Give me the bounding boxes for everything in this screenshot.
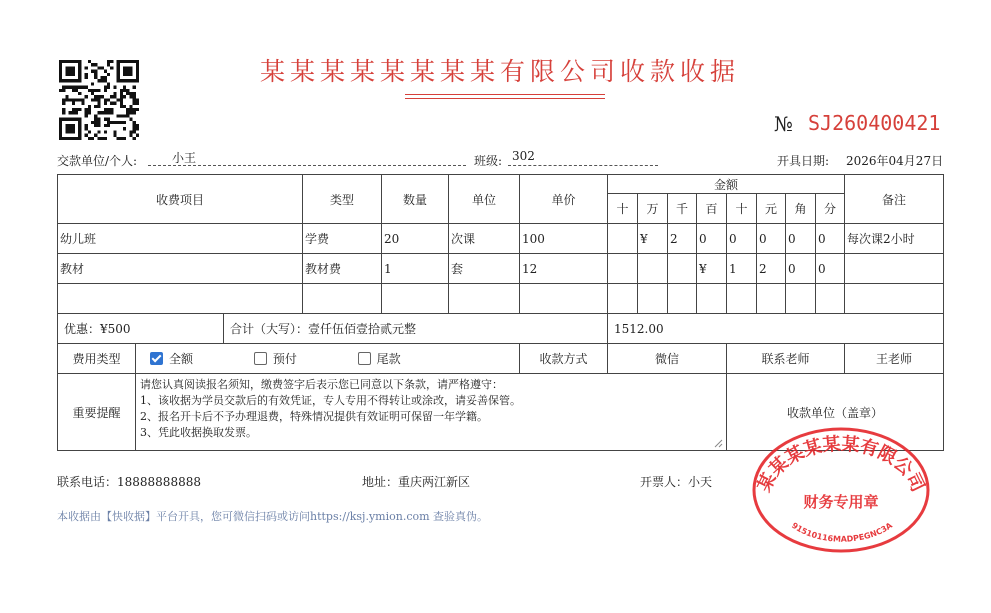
fee-option-label: 尾款 bbox=[376, 352, 401, 366]
svg-text:91510116MADPEGNC3A bbox=[790, 520, 895, 543]
notice-text[interactable] bbox=[136, 374, 727, 451]
row-digit: 0 bbox=[786, 254, 816, 284]
seal-label: 收款单位（盖章） bbox=[727, 374, 944, 451]
table-row bbox=[58, 284, 944, 314]
notice-line: 2、报名开卡后不予办理退费，特殊情况提供有效证明可保留一年学籍。 bbox=[140, 410, 488, 423]
footer-address: 地址：重庆两江新区 bbox=[362, 475, 471, 489]
digit-header: 十 bbox=[608, 194, 638, 224]
digit-header: 十 bbox=[727, 194, 757, 224]
digit-header: 千 bbox=[668, 194, 697, 224]
row-qty: 1 bbox=[382, 254, 449, 284]
receipt-title: 某某某某某某某某有限公司收款收据 bbox=[259, 57, 740, 86]
header-type: 类型 bbox=[303, 175, 382, 224]
row-digit bbox=[757, 284, 786, 314]
table-row bbox=[58, 224, 944, 254]
class-field bbox=[508, 149, 658, 166]
row-remark bbox=[845, 254, 944, 284]
receipt-table bbox=[57, 174, 944, 451]
total-words-cell: 合计（大写）：壹仟伍佰壹拾贰元整 bbox=[224, 314, 608, 344]
class-value: 302 bbox=[512, 149, 535, 163]
fee-option-label: 全额 bbox=[169, 352, 194, 366]
row-digit bbox=[727, 284, 757, 314]
fee-type-options bbox=[136, 344, 520, 374]
row-digit: 0 bbox=[757, 224, 786, 254]
payer-label: 交款单位/个人: bbox=[57, 154, 138, 168]
row-digit bbox=[668, 284, 697, 314]
fee-option-prepay[interactable] bbox=[254, 350, 354, 367]
payer-field bbox=[148, 149, 466, 166]
header-unit: 单位 bbox=[449, 175, 520, 224]
resize-grip-icon[interactable] bbox=[714, 439, 723, 448]
row-digit: 0 bbox=[697, 224, 727, 254]
pay-method-value: 微信 bbox=[608, 344, 727, 374]
row-digit: 2 bbox=[757, 254, 786, 284]
notice-line: 1、该收据为学员交款后的有效凭证，专人专用不得转让或涂改，请妥善保管。 bbox=[140, 394, 521, 407]
row-digit bbox=[816, 284, 845, 314]
header-qty: 数量 bbox=[382, 175, 449, 224]
row-digit bbox=[668, 254, 697, 284]
row-digit bbox=[697, 284, 727, 314]
row-unit bbox=[449, 284, 520, 314]
row-qty bbox=[382, 284, 449, 314]
title-underline bbox=[405, 94, 605, 95]
row-item: 幼儿班 bbox=[58, 224, 303, 254]
row-unit: 次课 bbox=[449, 224, 520, 254]
row-unit: 套 bbox=[449, 254, 520, 284]
row-price: 100 bbox=[520, 224, 608, 254]
footer-issuer: 开票人：小天 bbox=[640, 475, 713, 489]
row-digit: ¥ bbox=[697, 254, 727, 284]
row-digit bbox=[638, 284, 668, 314]
row-digit: 1 bbox=[727, 254, 757, 284]
row-remark: 每次课2小时 bbox=[845, 224, 944, 254]
row-remark bbox=[845, 284, 944, 314]
row-digit: 0 bbox=[816, 254, 845, 284]
receipt-number: SJ260400421 bbox=[808, 111, 941, 135]
payer-value: 小王 bbox=[172, 151, 197, 165]
receipt-number-label: № bbox=[774, 112, 793, 136]
row-digit: 0 bbox=[816, 224, 845, 254]
discount-cell: 优惠：¥500 bbox=[58, 314, 224, 344]
row-qty: 20 bbox=[382, 224, 449, 254]
row-digit: ¥ bbox=[638, 224, 668, 254]
date-value: 2026年04月27日 bbox=[846, 154, 944, 168]
row-item bbox=[58, 284, 303, 314]
fee-type-row bbox=[58, 344, 944, 374]
checkbox-icon[interactable] bbox=[358, 352, 371, 365]
fee-option-full[interactable] bbox=[150, 350, 250, 367]
row-digit bbox=[638, 254, 668, 284]
row-digit bbox=[786, 284, 816, 314]
total-number-cell: 1512.00 bbox=[608, 314, 944, 344]
digit-header: 元 bbox=[757, 194, 786, 224]
date-label: 开具日期: bbox=[777, 154, 830, 168]
teacher-value: 王老师 bbox=[845, 344, 944, 374]
header-remark: 备注 bbox=[845, 175, 944, 224]
row-digit: 0 bbox=[786, 224, 816, 254]
fee-option-label: 预付 bbox=[272, 352, 297, 366]
digit-header: 万 bbox=[638, 194, 668, 224]
notice-label: 重要提醒 bbox=[58, 374, 136, 451]
row-item: 教材 bbox=[58, 254, 303, 284]
row-digit: 2 bbox=[668, 224, 697, 254]
header-item: 收费项目 bbox=[58, 175, 303, 224]
digit-header: 角 bbox=[786, 194, 816, 224]
checkbox-checked-icon[interactable] bbox=[150, 352, 163, 365]
teacher-label: 联系老师 bbox=[727, 344, 845, 374]
row-digit bbox=[608, 224, 638, 254]
row-digit bbox=[608, 254, 638, 284]
company-seal-stamp bbox=[750, 424, 932, 554]
footer-note: 本收据由【快收据】平台开具，您可微信扫码或访问https://ksj.ymion.com 查验真伪。 bbox=[57, 510, 489, 523]
checkbox-icon[interactable] bbox=[254, 352, 267, 365]
fee-option-balance[interactable] bbox=[358, 350, 438, 367]
row-type bbox=[303, 284, 382, 314]
title-underline-2 bbox=[405, 98, 605, 99]
footer-phone: 联系电话：18888888888 bbox=[57, 475, 201, 489]
digit-header: 分 bbox=[816, 194, 845, 224]
digit-header: 百 bbox=[697, 194, 727, 224]
row-price bbox=[520, 284, 608, 314]
total-row bbox=[58, 314, 944, 344]
row-digit: 0 bbox=[727, 224, 757, 254]
header-amount: 金额 bbox=[608, 175, 845, 194]
row-type: 教材费 bbox=[303, 254, 382, 284]
table-row bbox=[58, 254, 944, 284]
qr-code-image bbox=[59, 60, 139, 140]
stamp-center-text: 财务专用章 bbox=[803, 493, 879, 511]
header-price: 单价 bbox=[520, 175, 608, 224]
row-digit bbox=[608, 284, 638, 314]
row-type: 学费 bbox=[303, 224, 382, 254]
row-price: 12 bbox=[520, 254, 608, 284]
fee-type-label: 费用类型 bbox=[58, 344, 136, 374]
class-label: 班级: bbox=[474, 154, 503, 168]
notice-line: 请您认真阅读报名须知，缴费签字后表示您已同意以下条款，请严格遵守： bbox=[140, 378, 503, 391]
stamp-code-text: 91510116MADPEGNC3A bbox=[790, 520, 894, 544]
notice-line: 3、凭此收据换取发票。 bbox=[140, 426, 257, 439]
pay-method-label: 收款方式 bbox=[520, 344, 608, 374]
stamp-arc-text: 某某某某某某有限公司 bbox=[753, 433, 929, 496]
svg-text:某某某某某某有限公司 bbox=[753, 433, 928, 496]
